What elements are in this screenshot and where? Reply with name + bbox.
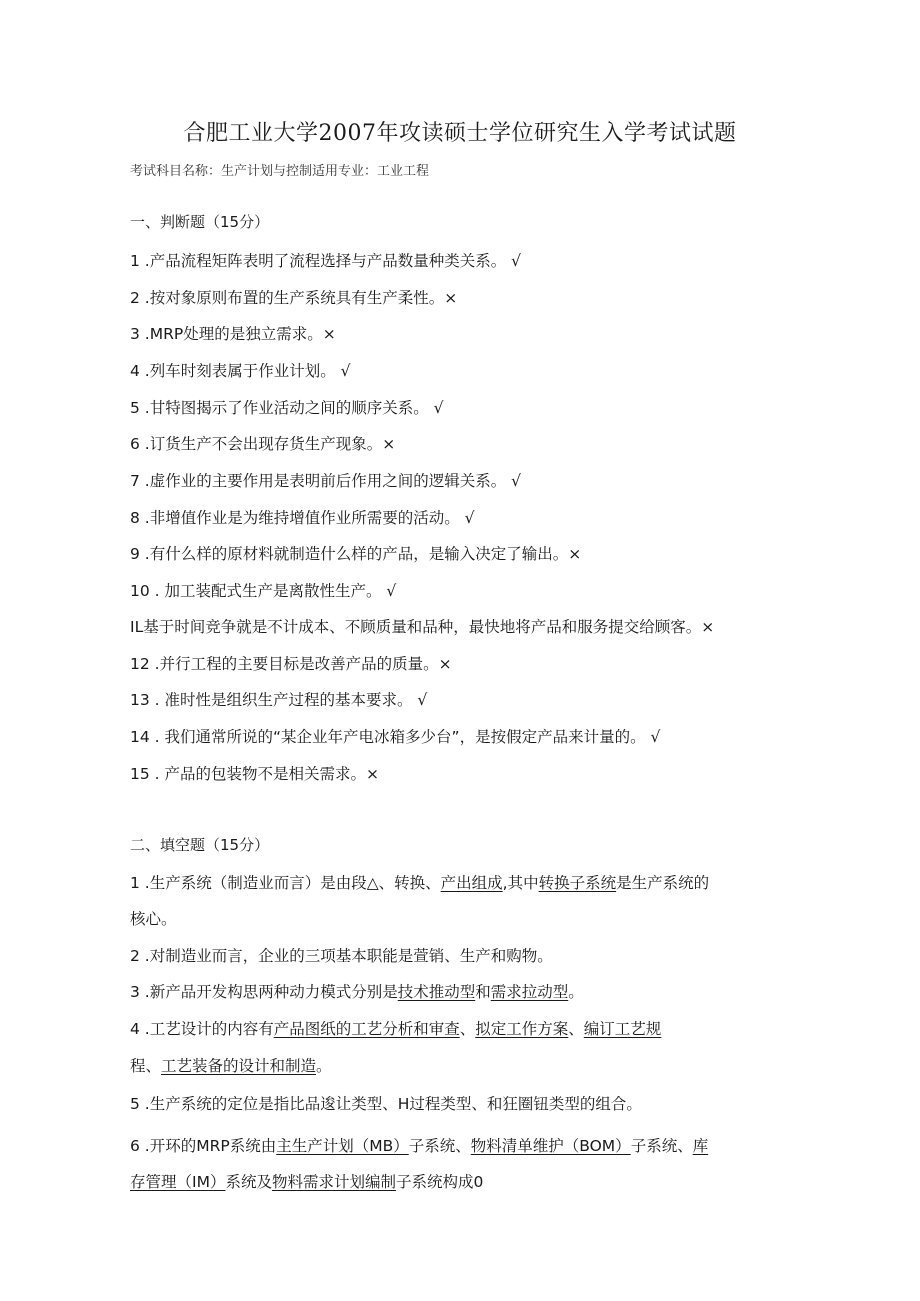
section1-heading: 一、判断题（15分）: [130, 213, 270, 231]
fill-item-2: 2 .对制造业而言，企业的三项基本职能是萱销、生产和购物。: [130, 947, 553, 965]
judgment-item-5: 5 .甘特图揭示了作业活动之间的顺序关系。 √: [130, 399, 444, 417]
fill-item-1-continuation: 核心。: [130, 910, 177, 928]
fill-item-6-text-a: 6 .开环的MRP系统由: [130, 1137, 277, 1155]
fill-item-6: [130, 1134, 708, 1156]
fill-item-4: [130, 1017, 661, 1039]
judgment-item-6: 6 .订货生产不会出现存货生产现象。×: [130, 435, 396, 453]
judgment-item-3: 3 .MRP处理的是独立需求。×: [130, 325, 336, 343]
fill-item-3-answer-1: 技术推动型: [397, 983, 476, 1001]
section2-heading: 二、填空题（15分）: [130, 836, 270, 854]
fill-item-6-text-h: 系统及: [225, 1173, 272, 1191]
judgment-item-11: IL基于时间竞争就是不计成本、不顾质量和品种，最快地将产品和服务提交给顾客。×: [130, 618, 715, 636]
judgment-item-8: 8 .非增值作业是为维持增值作业所需要的活动。 √: [130, 509, 475, 527]
exam-subject-line: 考试科目名称：生产计划与控制适用专业：工业工程: [130, 164, 430, 179]
fill-item-1-text-c: ,其中: [502, 874, 539, 892]
judgment-item-15: 15 . 产品的包装物不是相关需求。×: [130, 765, 379, 783]
fill-item-3-text-e: 。: [568, 983, 584, 1001]
fill-item-6-answer-2: 物料清单维护（BOM）: [470, 1137, 631, 1155]
fill-item-6-answer-3a: 库: [692, 1137, 709, 1155]
fill-item-1-text-e: 是生产系统的: [616, 874, 710, 892]
fill-item-6-text-c: 子系统、: [408, 1137, 471, 1155]
fill-item-4-answer-3: 编订工艺规: [583, 1020, 662, 1038]
judgment-item-12: 12 .并行工程的主要目标是改善产品的质量。×: [130, 655, 452, 673]
fill-item-3-text-c: 和: [475, 983, 491, 1001]
page-title: 合肥工业大学2007年攻读硕士学位研究生入学考试试题: [183, 121, 737, 146]
fill-item-4-continuation: [130, 1054, 332, 1076]
judgment-item-10: 10 . 加工装配式生产是离散性生产。 √: [130, 582, 397, 600]
fill-item-4-answer-2: 拟定工作方案: [475, 1020, 569, 1038]
fill-item-4-text-e: 、: [568, 1020, 584, 1038]
fill-item-5: 5 .生产系统的定位是指比品逡让类型、H过程类型、和狂圈钮类型的组合。: [130, 1095, 642, 1113]
fill-item-3-text-a: 3 .新产品开发构思两种动力模式分别是: [130, 983, 398, 1001]
fill-item-1: [130, 871, 709, 893]
fill-item-4-answer-4: 工艺装备的设计和制造: [161, 1057, 317, 1075]
fill-item-4-text-a: 4 .工艺设计的内容有: [130, 1020, 274, 1038]
fill-item-4-text-g: 程、: [130, 1057, 162, 1075]
fill-item-6-answer-3b: 存管理（IM）: [130, 1173, 226, 1191]
fill-item-1-text-a: 1 .生产系统（制造业而言）是由段△、转换、: [130, 874, 441, 892]
fill-item-1-answer-2: 转换子系统: [538, 874, 617, 892]
fill-item-3: [130, 980, 584, 1002]
judgment-item-13: 13 . 准时性是组织生产过程的基本要求。 √: [130, 691, 428, 709]
fill-item-6-text-e: 子系统、: [630, 1137, 693, 1155]
fill-item-3-answer-2: 需求拉动型: [490, 983, 569, 1001]
fill-item-4-text-i: 。: [316, 1057, 332, 1075]
fill-item-6-answer-4: 物料需求计划编制: [271, 1173, 396, 1191]
fill-item-6-continuation: [130, 1170, 483, 1192]
judgment-item-1: 1 .产品流程矩阵表明了流程选择与产品数量种类关系。 √: [130, 252, 522, 270]
fill-item-6-answer-1: 主生产计划（MB）: [276, 1137, 409, 1155]
judgment-item-9: 9 .有什么样的原材料就制造什么样的产品，是输入决定了输出。×: [130, 545, 582, 563]
judgment-item-4: 4 .列车时刻表属于作业计划。 √: [130, 362, 351, 380]
judgment-item-14: 14 . 我们通常所说的“某企业年产电冰箱多少台”，是按假定产品来计量的。 √: [130, 728, 661, 746]
fill-item-4-answer-1: 产品图纸的工艺分析和审查: [273, 1020, 460, 1038]
judgment-item-7: 7 .虚作业的主要作用是表明前后作用之间的逻辑关系。 √: [130, 472, 522, 490]
judgment-item-2: 2 .按对象原则布置的生产系统具有生产柔性。×: [130, 289, 458, 307]
fill-item-6-text-j: 子系统构成0: [395, 1173, 484, 1191]
fill-item-1-answer-1: 产出组成: [440, 874, 503, 892]
fill-item-4-text-c: 、: [459, 1020, 476, 1038]
